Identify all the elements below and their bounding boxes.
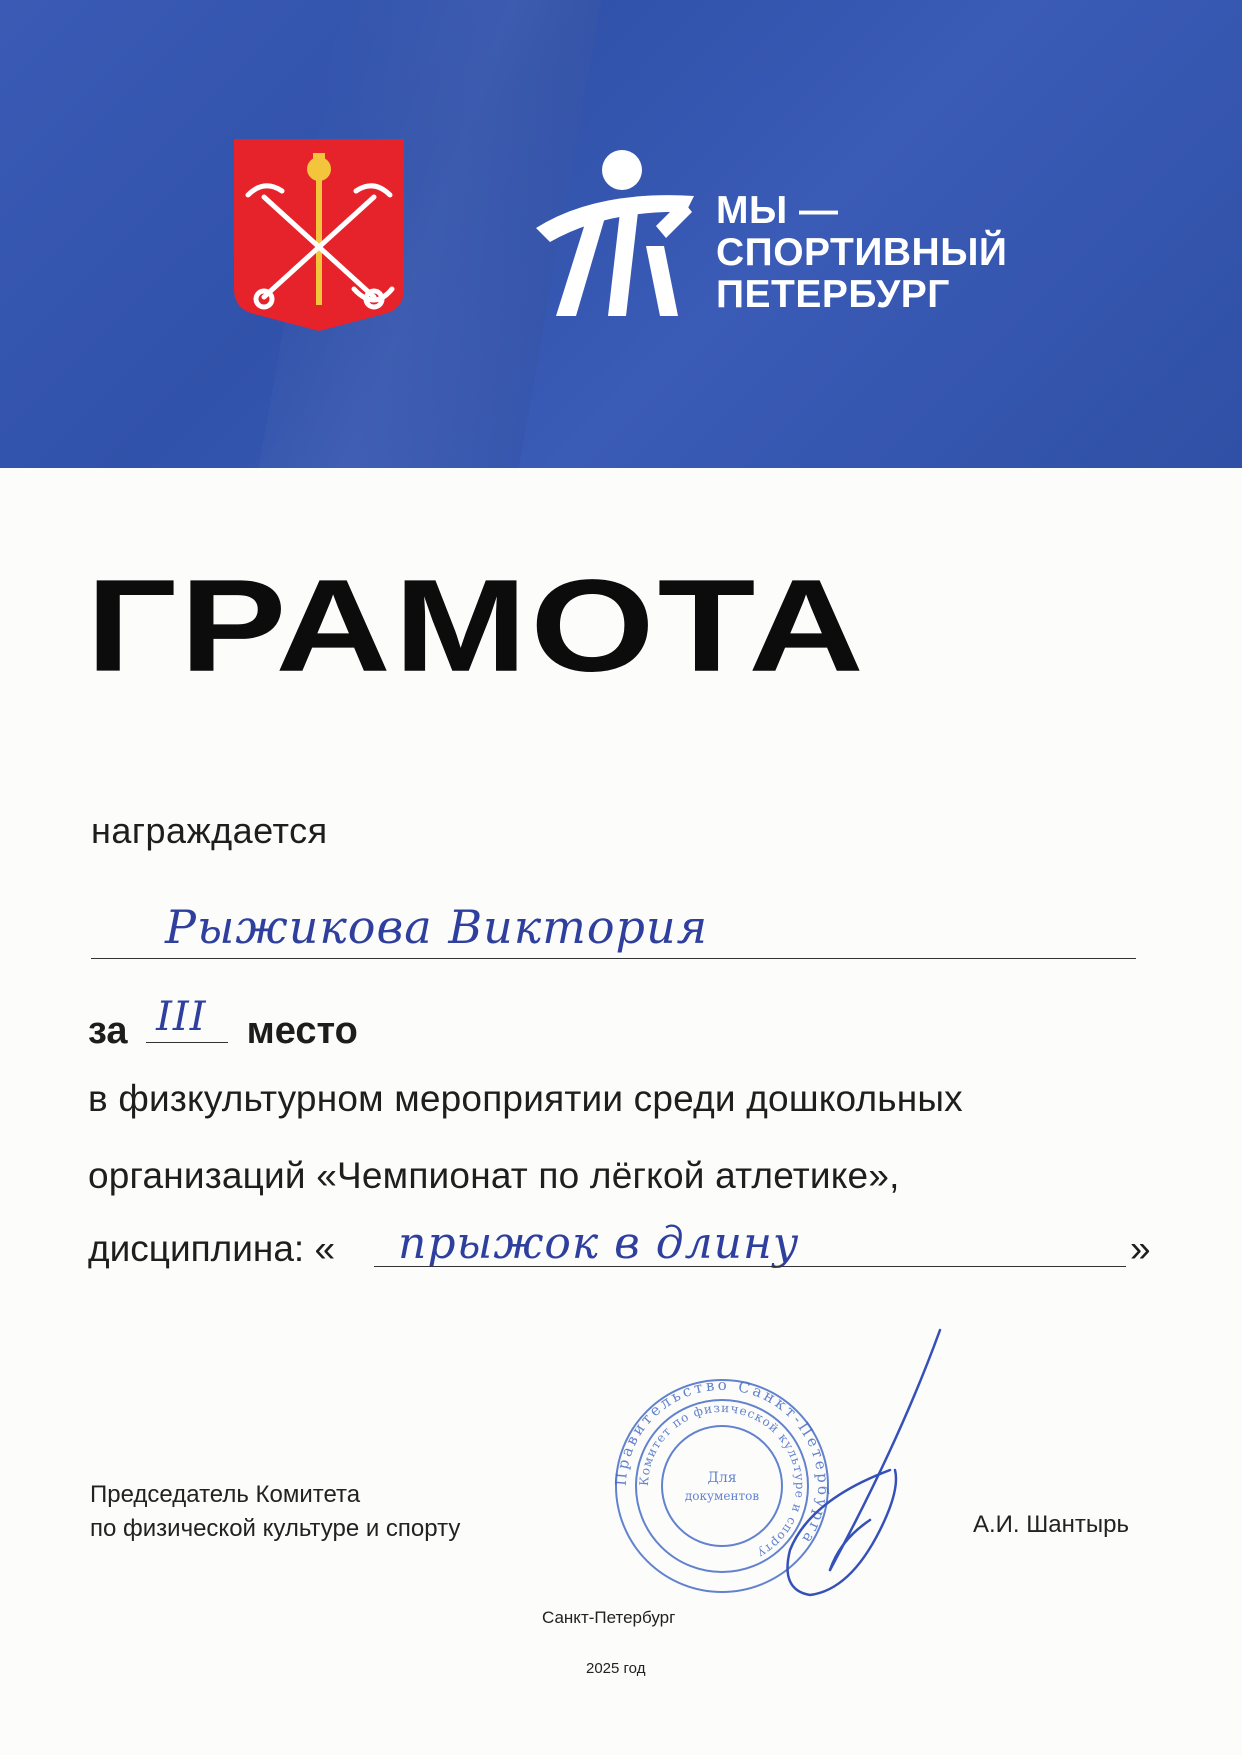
brand-line-3: ПЕТЕРБУРГ (716, 273, 950, 316)
place-value: III (156, 994, 207, 1040)
stamp-center-line-1: Для (707, 1470, 737, 1486)
brand-line-2: СПОРТИВНЫЙ (716, 231, 1008, 274)
place-suffix: место (246, 1010, 358, 1052)
brand-slogan (716, 190, 1007, 316)
recipient-name: Рыжикова Виктория (165, 900, 709, 954)
discipline-close-quote: » (1130, 1228, 1151, 1269)
chair-title-line-2: по физической культуре и спорту (90, 1515, 461, 1542)
stamp-outer-text: Правительство Санкт-Петербурга (612, 1376, 832, 1550)
chair-title (90, 1478, 460, 1546)
signer-name: А.И. Шантырь (973, 1511, 1129, 1538)
brand-line-1: МЫ — (716, 189, 839, 232)
place-prefix: за (88, 1010, 128, 1052)
certificate-title: ГРАМОТА (86, 551, 867, 699)
city: Санкт-Петербург (542, 1608, 676, 1627)
stamp-center-line-2: документов (684, 1489, 760, 1503)
year: 2025 год (586, 1660, 646, 1677)
discipline-value: прыжок в длину (398, 1218, 800, 1269)
awarded-label: награждается (91, 810, 328, 851)
discipline-label: дисциплина: « (88, 1228, 336, 1269)
event-description-line-1: в физкультурном мероприятии среди дошкольных (88, 1078, 963, 1119)
recipient-name-line (91, 958, 1136, 959)
stamp-inner-text: Комитет по физической культуре и спорту (636, 1400, 808, 1562)
place-blank (146, 994, 228, 1043)
place-row (88, 994, 358, 1053)
sport-spb-logo-icon (536, 150, 694, 316)
event-description-line-2: организаций «Чемпионат по лёгкой атлетике», (88, 1155, 900, 1196)
header-band (0, 0, 1242, 468)
spb-coat-of-arms-icon (234, 139, 404, 331)
chair-title-line-1: Председатель Комитета (90, 1481, 361, 1508)
discipline-blank-line (374, 1266, 1126, 1267)
handwritten-signature-icon (770, 1320, 970, 1620)
